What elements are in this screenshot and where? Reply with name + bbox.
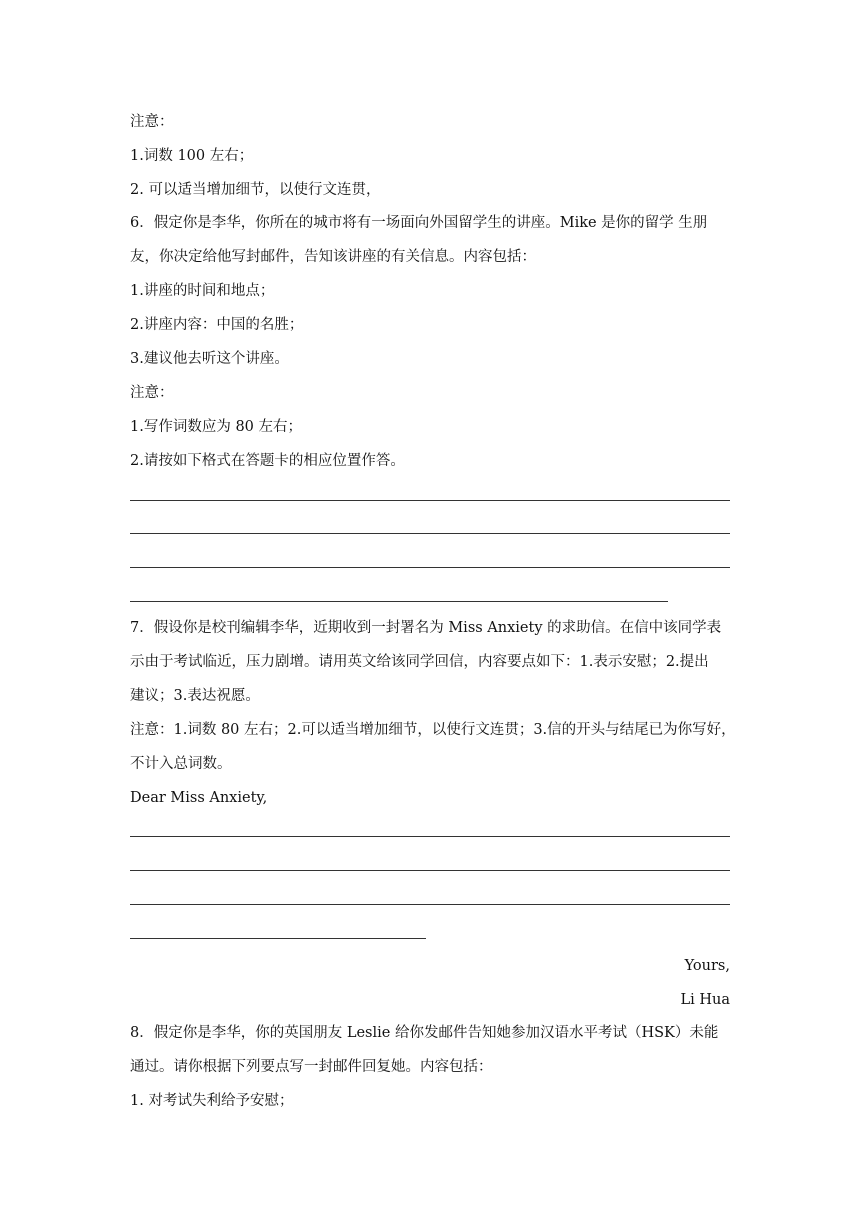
- letter-closing: Yours,: [684, 958, 730, 974]
- question-6-note-heading: 注意：: [130, 385, 174, 401]
- question-7-note-line-2: 不计入总词数。: [130, 756, 232, 772]
- answer-line: [130, 938, 426, 939]
- note-item-1: 1.词数 100 左右；: [130, 148, 254, 164]
- question-6-point-2: 2.讲座内容：中国的名胜；: [130, 317, 304, 333]
- question-7-line-1: 7．假设你是校刊编辑李华，近期收到一封署名为 Miss Anxiety 的求助信。在信中该同学表: [130, 620, 722, 636]
- letter-signature: Li Hua: [680, 992, 730, 1008]
- question-6-note-2: 2.请按如下格式在答题卡的相应位置作答。: [130, 453, 405, 469]
- answer-line: [130, 836, 730, 837]
- question-7-note-line-1: 注意：1.词数 80 左右；2.可以适当增加细节，以使行文连贯；3.信的开头与结尾已为你写好，: [130, 722, 736, 738]
- question-6-note-1: 1.写作词数应为 80 左右；: [130, 419, 303, 435]
- question-6-point-3: 3.建议他去听这个讲座。: [130, 351, 289, 367]
- question-6-line-2: 友，你决定给他写封邮件，告知该讲座的有关信息。内容包括：: [130, 249, 536, 265]
- answer-line: [130, 904, 730, 905]
- question-8-line-2: 通过。请你根据下列要点写一封邮件回复她。内容包括：: [130, 1059, 493, 1075]
- question-8-point-1: 1. 对考试失利给予安慰；: [130, 1093, 294, 1109]
- question-6-point-1: 1.讲座的时间和地点；: [130, 283, 275, 299]
- answer-line: [130, 533, 730, 534]
- answer-line: [130, 870, 730, 871]
- question-7-line-2: 示由于考试临近，压力剧增。请用英文给该同学回信，内容要点如下：1.表示安慰；2.提出: [130, 654, 709, 670]
- note-heading: 注意：: [130, 114, 174, 130]
- question-8-line-1: 8．假定你是李华，你的英国朋友 Leslie 给你发邮件告知她参加汉语水平考试（HSK）未能: [130, 1025, 719, 1041]
- answer-line: [130, 601, 668, 602]
- question-7-line-3: 建议；3.表达祝愿。: [130, 688, 260, 704]
- note-item-2: 2. 可以适当增加细节，以使行文连贯，: [130, 182, 381, 198]
- letter-salutation: Dear Miss Anxiety,: [130, 790, 268, 806]
- question-6-line-1: 6．假定你是李华，你所在的城市将有一场面向外国留学生的讲座。Mike 是你的留学 生朋: [130, 215, 708, 231]
- answer-line: [130, 567, 730, 568]
- answer-line: [130, 500, 730, 501]
